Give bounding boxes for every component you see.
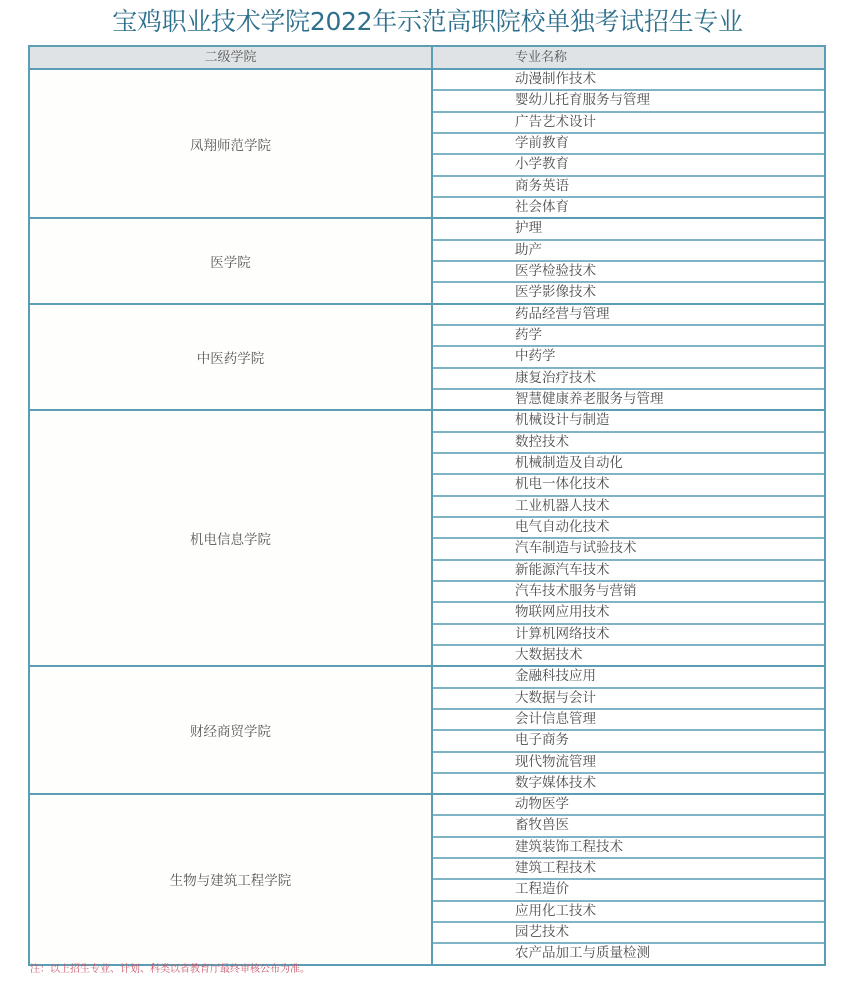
table-row: 大数据技术	[515, 646, 583, 663]
footnote: 注：以上招生专业、计划、科类以省教育厅最终审核公布为准。	[30, 964, 310, 975]
college-group	[30, 411, 824, 667]
table-row: 机械制造及自动化	[433, 454, 824, 475]
table-row: 建筑工程技术	[433, 859, 824, 880]
majors-table	[28, 45, 826, 966]
table-row: 学前教育	[433, 134, 824, 155]
table-row: 康复治疗技术	[433, 369, 824, 390]
table-row: 商务英语	[433, 177, 824, 198]
table-row: 电气自动化技术	[433, 518, 824, 539]
table-row: 药学	[433, 326, 824, 347]
page-title: 宝鸡职业技术学院2022年示范高职院校单独考试招生专业	[112, 7, 743, 36]
table-row: 应用化工技术	[433, 902, 824, 923]
table-row: 小学教育	[433, 155, 824, 176]
table-row: 助产	[433, 241, 824, 262]
majors-list	[433, 70, 824, 217]
majors-list	[433, 667, 824, 793]
table-row: 工业机器人技术	[433, 497, 824, 518]
college-name-cell: 中医药学院	[30, 305, 433, 410]
majors-list	[433, 411, 824, 665]
majors-list	[433, 795, 824, 964]
table-row: 大数据与会计	[433, 689, 824, 710]
college-group	[30, 305, 824, 412]
table-row: 计算机网络技术	[433, 625, 824, 646]
table-row: 动漫制作技术	[433, 70, 824, 91]
table-row: 农产品加工与质量检测	[515, 945, 650, 962]
table-row: 园艺技术	[433, 923, 824, 944]
table-body	[30, 70, 824, 964]
table-row: 现代物流管理	[433, 753, 824, 774]
table-header	[30, 47, 824, 70]
college-group	[30, 667, 824, 795]
college-group	[30, 219, 824, 304]
college-group	[30, 795, 824, 964]
table-row: 中药学	[433, 347, 824, 368]
table-row: 数字媒体技术	[515, 774, 596, 791]
table-row: 动物医学	[433, 795, 824, 816]
table-row: 婴幼儿托育服务与管理	[433, 91, 824, 112]
table-row: 电子商务	[433, 731, 824, 752]
majors-list	[433, 305, 824, 410]
college-name-cell: 财经商贸学院	[30, 667, 433, 793]
table-row: 畜牧兽医	[433, 816, 824, 837]
table-row: 社会体育	[515, 198, 569, 215]
table-row: 机械设计与制造	[433, 411, 824, 432]
table-row: 机电一体化技术	[433, 475, 824, 496]
table-row: 物联网应用技术	[433, 603, 824, 624]
college-name-cell: 凤翔师范学院	[30, 70, 433, 217]
table-row: 医学检验技术	[433, 262, 824, 283]
table-row: 数控技术	[433, 433, 824, 454]
majors-list	[433, 219, 824, 302]
table-row: 药品经营与管理	[433, 305, 824, 326]
header-major: 专业名称	[515, 50, 568, 65]
table-row: 建筑装饰工程技术	[433, 838, 824, 859]
table-row: 金融科技应用	[433, 667, 824, 688]
table-row: 护理	[433, 219, 824, 240]
college-name-cell: 机电信息学院	[30, 411, 433, 665]
table-row: 会计信息管理	[433, 710, 824, 731]
table-row: 医学影像技术	[515, 284, 596, 301]
header-college: 二级学院	[30, 47, 433, 68]
table-row: 汽车技术服务与营销	[433, 582, 824, 603]
table-row: 汽车制造与试验技术	[433, 539, 824, 560]
table-row: 广告艺术设计	[433, 113, 824, 134]
college-name-cell: 医学院	[30, 219, 433, 302]
table-row: 工程造价	[433, 880, 824, 901]
college-name-cell: 生物与建筑工程学院	[30, 795, 433, 964]
table-row: 智慧健康养老服务与管理	[515, 390, 664, 407]
college-group	[30, 70, 824, 219]
table-row: 新能源汽车技术	[433, 561, 824, 582]
